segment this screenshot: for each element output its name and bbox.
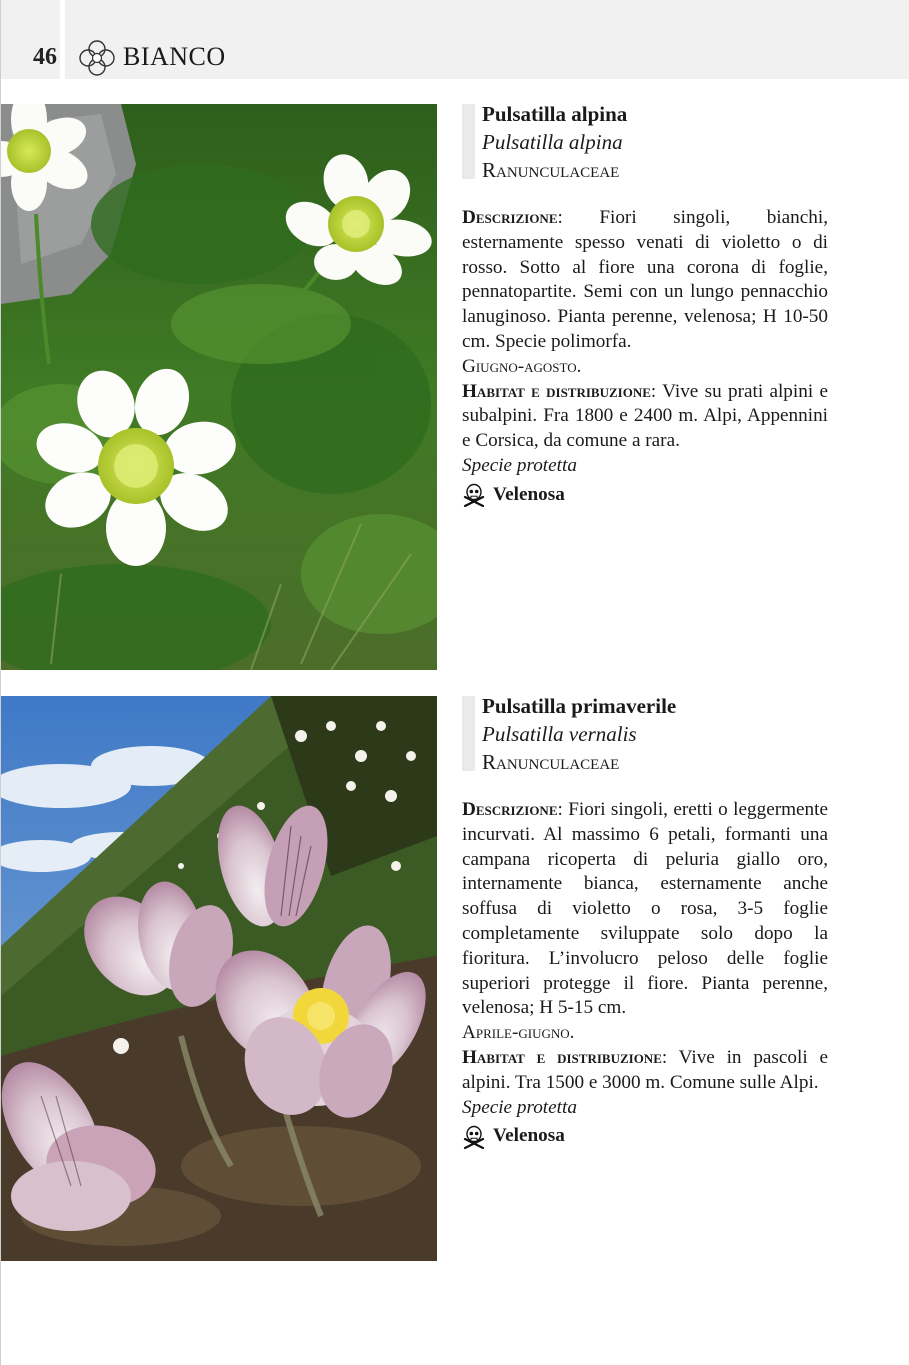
page-header [1,0,909,79]
poison-label: Velenosa [493,483,565,505]
species-description [462,206,828,508]
protected-status: Specie protetta [462,1096,577,1118]
skull-crossbones-icon [462,483,486,507]
habitat-text: : Vive in pascoli e alpini. Tra 1500 e 3000 m. Comune sulle Alpi. [462,1046,828,1093]
species-names [462,692,828,776]
description-text: : Fiori singoli, bianchi, esternamente spesso venati di violetto o di rosso. Sotto al fiore una corona di foglie, pennatopartite. Semi con un lungo pennacchio lanuginoso. Pianta perenne, velenosa; H 10-50 cm. Specie polimorfa. [462,207,828,352]
section-title: BIANCO [123,42,226,71]
quatrefoil-flower-icon [77,38,117,78]
poison-warning [462,1124,828,1149]
description-text: : Fiori singoli, eretti o leggermente incurvati. Al massimo 6 petali, formanti una campana ricoperta di peluria giallo oro, internamente bianca, esternamente anche soffusa di violetto o rosa, 3-5 foglie completamente sviluppate solo dopo la fioritura. L’involucro peloso delle foglie superiori protegge il fiore. Pianta perenne, velenosa; H 5-15 cm. [462,799,828,1019]
species-names [462,100,828,184]
photo-pulsatilla-alpina [1,104,437,670]
family-name: Ranunculaceae [482,750,620,774]
description-label: Descrizione [462,799,558,820]
habitat-label: Habitat e distribuzione [462,380,651,402]
page-number-box [1,0,65,79]
poison-label: Velenosa [493,1125,565,1147]
skull-crossbones-icon [462,1125,486,1149]
species-entry [462,692,828,1149]
common-name: Pulsatilla alpina [482,102,628,126]
description-label: Descrizione [462,207,558,228]
species-description [462,798,828,1149]
habitat-text: : Vive su prati alpini e subalpini. Fra 1800 e 2400 m. Alpi, Appennini e Corsica, da comune a rara. [462,380,828,452]
flowering-season: Aprile-giugno. [462,1022,575,1044]
protected-status: Specie protetta [462,454,577,476]
flowering-season: Giugno-agosto. [462,355,582,377]
common-name: Pulsatilla primaverile [482,694,677,718]
family-name: Ranunculaceae [482,158,620,182]
poison-warning [462,483,828,508]
latin-name: Pulsatilla alpina [482,130,623,154]
species-entry [462,100,828,508]
page-number: 46 [33,44,57,70]
photo-pulsatilla-primaverile [1,696,437,1261]
latin-name: Pulsatilla vernalis [482,722,637,746]
habitat-label: Habitat e distribuzione [462,1046,662,1068]
